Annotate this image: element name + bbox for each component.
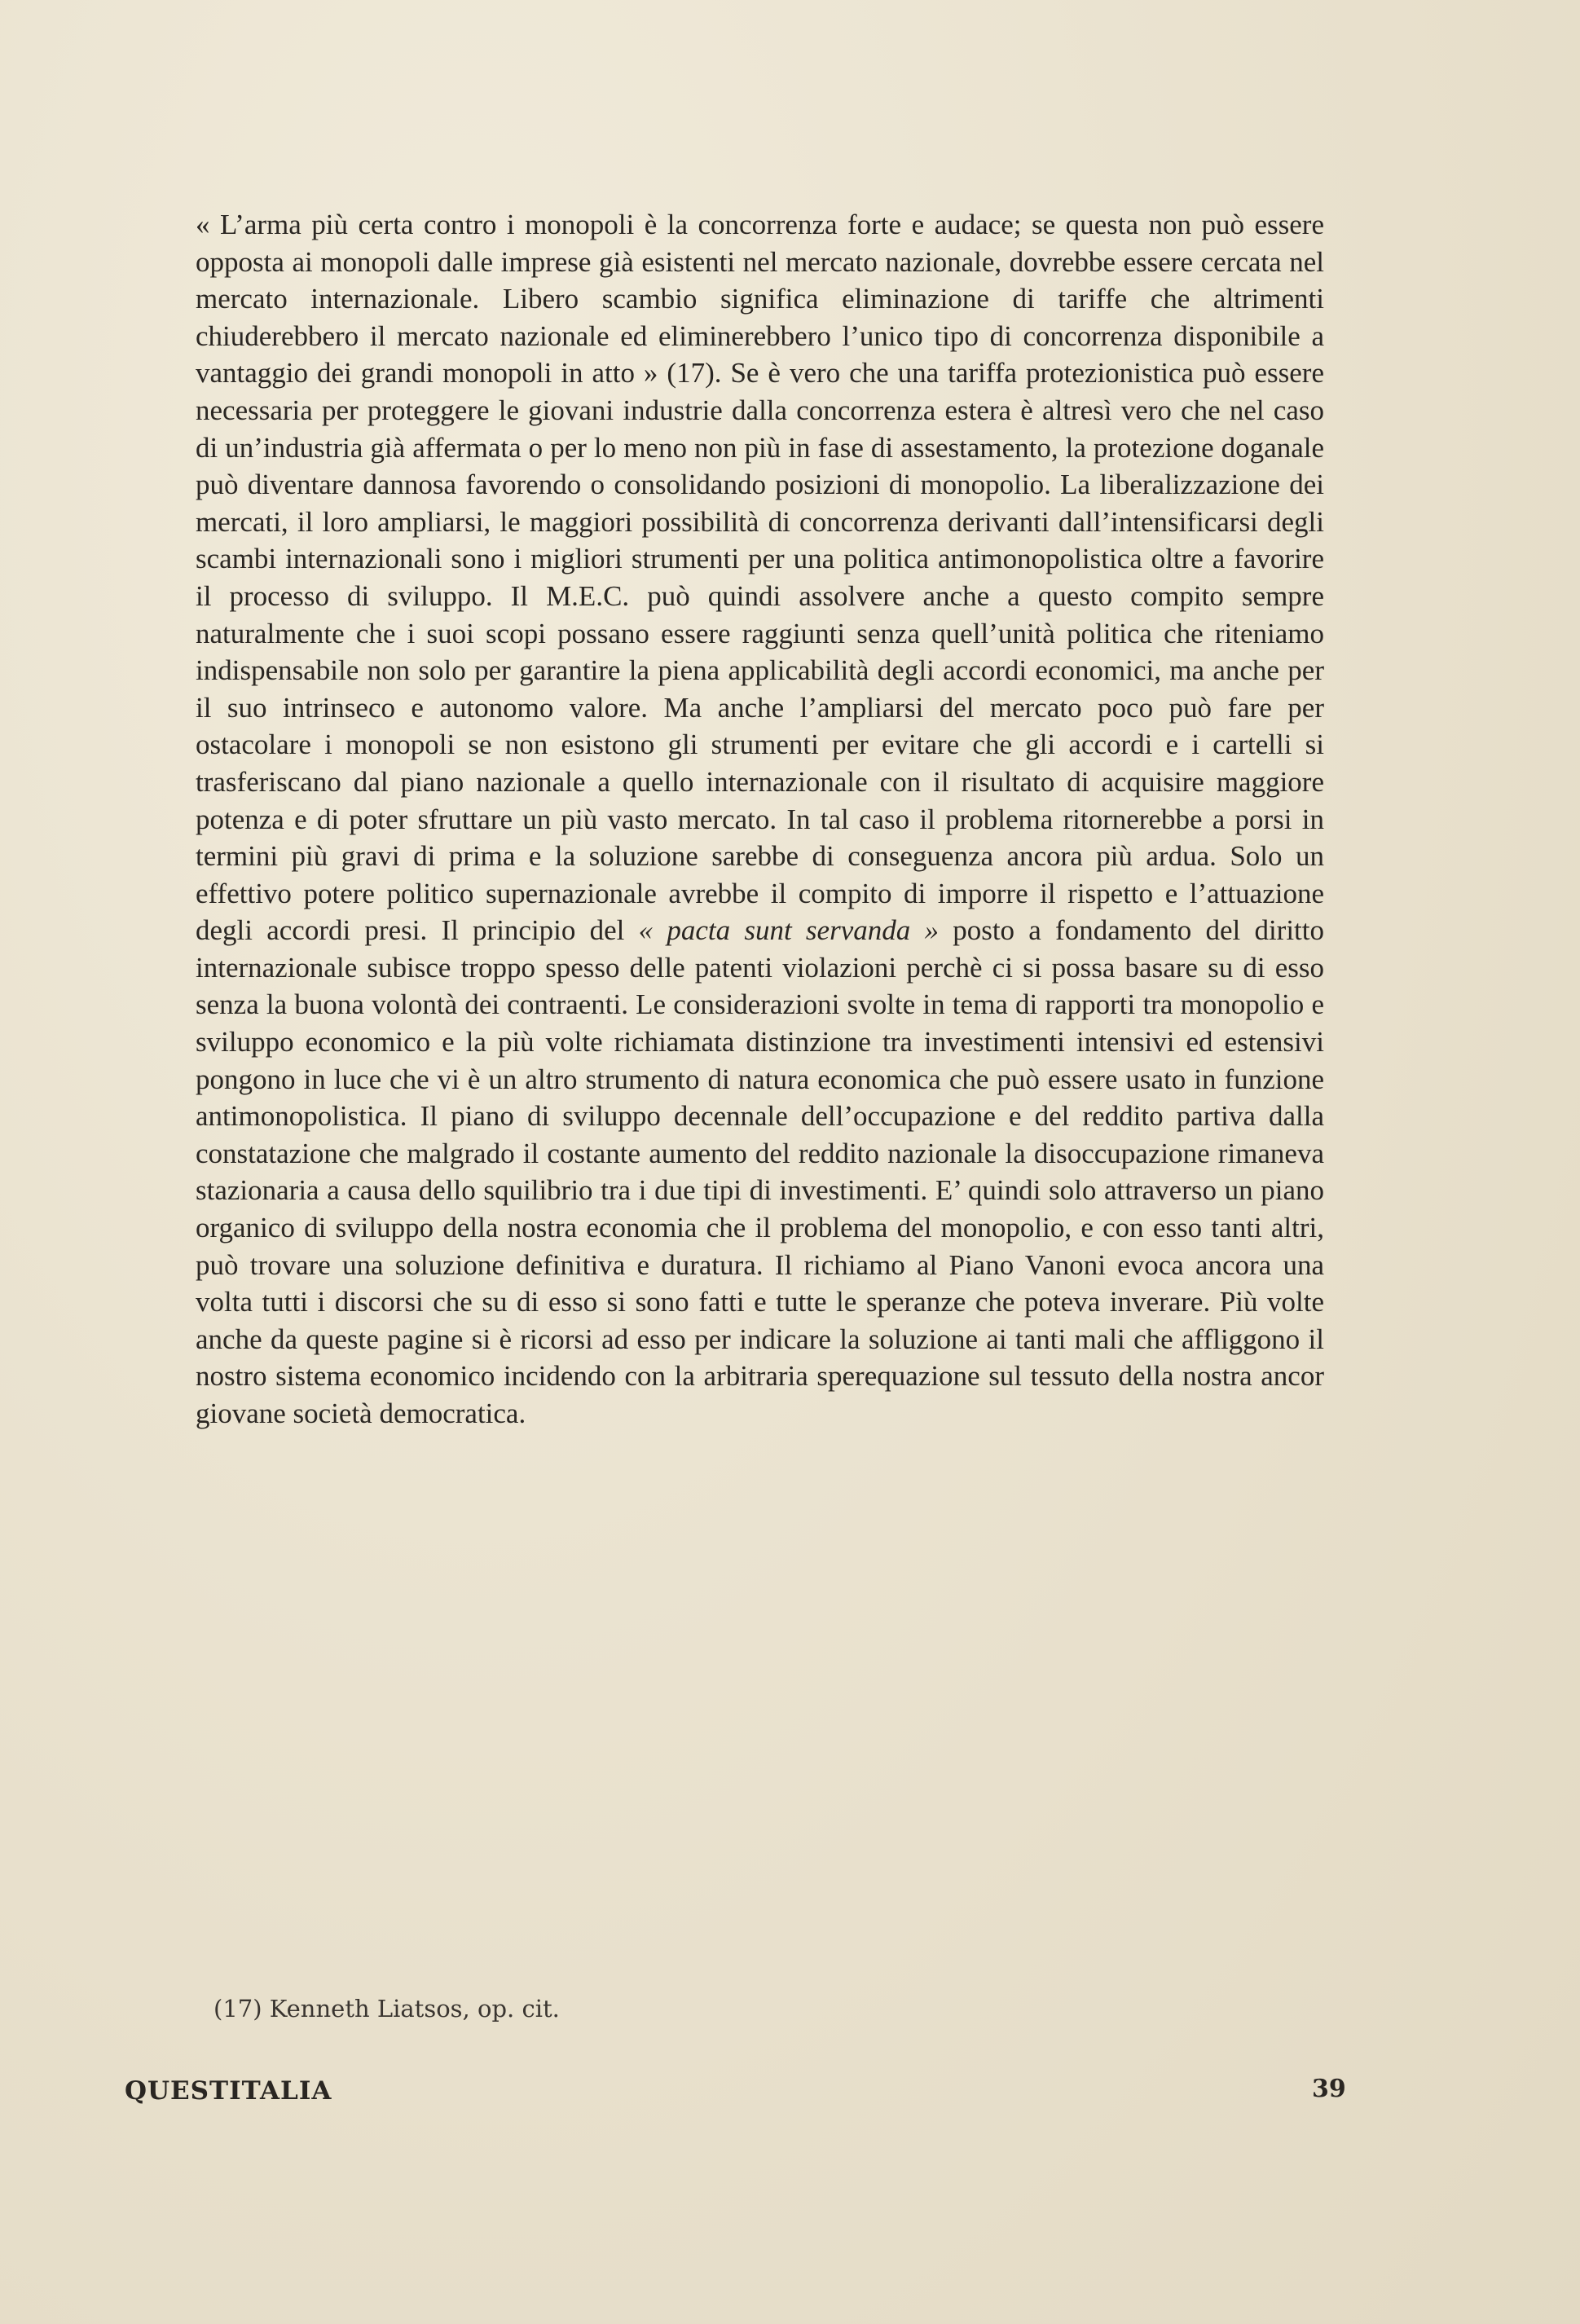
page-number: 39 bbox=[1312, 2075, 1346, 2103]
body-paragraph bbox=[196, 206, 1324, 1433]
paragraph-text-part2: posto a fondamento del diritto internazionale subisce troppo spesso delle patenti violazioni perchè ci si possa basare su di esso senza la buona volontà dei contraenti. Le considerazioni svolte in tema di rapporti tra monopolio e sviluppo economico e la più volte richiamata distinzione tra investimenti intensivi ed estensivi pongono in luce che vi è un altro strumento di natura economica che può essere usato in funzione antimonopolistica. Il piano di sviluppo decennale dell’occupazione e del reddito partiva dalla constatazione che malgrado il costante aumento del reddito nazionale la disoccupazione rimaneva stazionaria a causa dello squilibrio tra i due tipi di investimenti. E’ quindi solo attraverso un piano organico di sviluppo della nostra economia che il problema del monopolio, e con esso tanti altri, può trovare una soluzione definitiva e duratura. Il richiamo al Piano Vanoni evoca ancora una volta tutti i discorsi che su di esso si sono fatti e tutte le speranze che poteva inverare. Più volte anche da queste pagine si è ricorsi ad esso per indicare la soluzione ai tanti mali che affliggono il nostro sistema economico incidendo con la arbitraria sperequazione sul tessuto della nostra ancor giovane società democratica. bbox=[196, 914, 1324, 1429]
paragraph-text-part1: « L’arma più certa contro i monopoli è la concorrenza forte e audace; se questa non può essere opposta ai monopoli dalle imprese già esistenti nel mercato nazionale, dovrebbe essere cercata nel mercato internazionale. Libero scambio significa eliminazione di tariffe che altrimenti chiuderebbero il mercato nazionale ed eliminerebbero l’unico tipo di concorrenza disponibile a vantaggio dei grandi monopoli in atto » (17). Se è vero che una tariffa protezionistica può essere necessaria per proteggere le giovani industrie dalla concorrenza estera è altresì vero che nel caso di un’industria già affermata o per lo meno non più in fase di assestamento, la protezione doganale può diventare dannosa favorendo o consolidando posizioni di monopolio. La liberalizzazione dei mercati, il loro ampliarsi, le maggiori possibilità di concorrenza derivanti dall’intensificarsi degli scambi internazionali sono i migliori strumenti per una politica antimonopolistica oltre a favorire il processo di sviluppo. Il M.E.C. può quindi assolvere anche a questo compito sempre naturalmente che i suoi scopi possano essere raggiunti senza quell’unità politica che riteniamo indispensabile non solo per garantire la piena applicabilità degli accordi economici, ma anche per il suo intrinseco e autonomo valore. Ma anche l’ampliarsi del mercato poco può fare per ostacolare i monopoli se non esistono gli strumenti per evitare che gli accordi e i cartelli si trasferiscano dal piano nazionale a quello internazionale con il risultato di acquisire maggiore potenza e di poter sfruttare un più vasto mercato. In tal caso il problema ritornerebbe a porsi in termini più gravi di prima e la soluzione sarebbe di conseguenza ancora più ardua. Solo un effettivo potere politico supernazionale avrebbe il compito di imporre il rispetto e l’attuazione degli accordi presi. Il principio del bbox=[196, 209, 1324, 947]
italic-phrase: « pacta sunt servanda » bbox=[638, 914, 939, 947]
journal-name: QUESTITALIA bbox=[125, 2076, 332, 2106]
footnote: (17) Kenneth Liatsos, op. cit. bbox=[213, 1995, 560, 2022]
